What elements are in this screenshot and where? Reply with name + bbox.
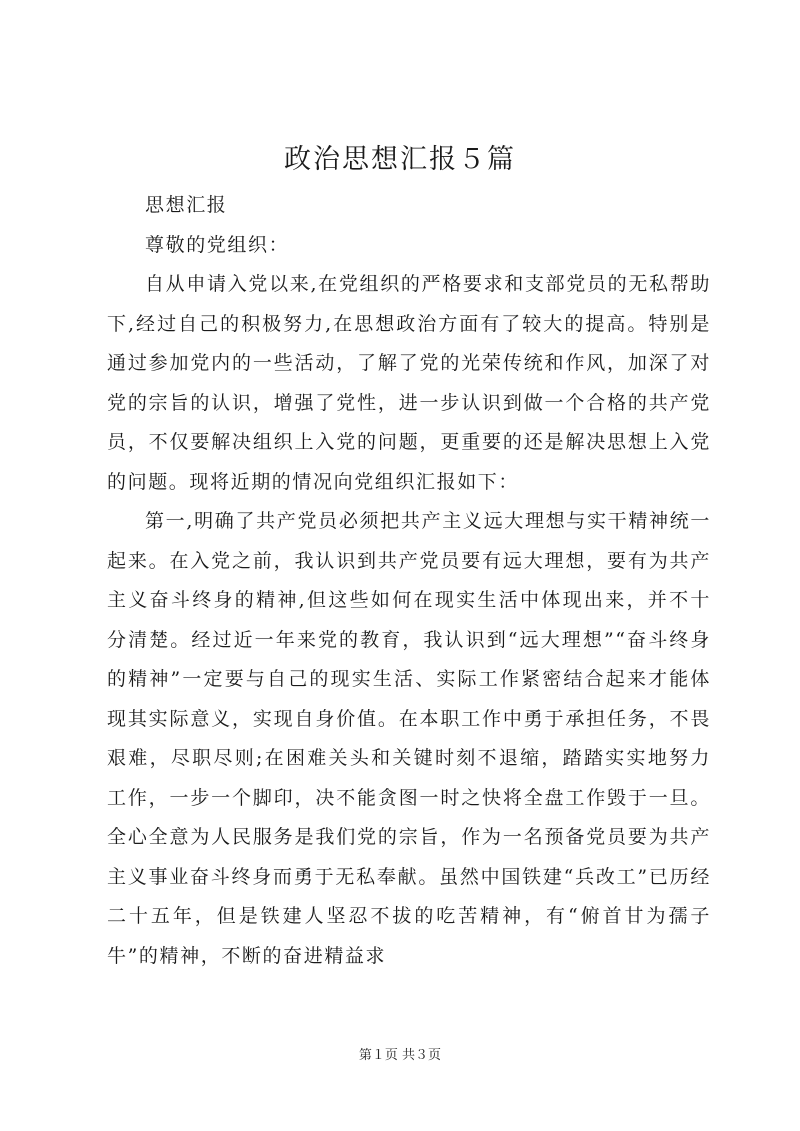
document-body — [107, 186, 711, 976]
page-footer: 第１页 共３页 — [358, 1048, 442, 1063]
document-title: 政治思想汇报５篇 — [284, 144, 516, 175]
paragraph-point-one: 第一,明确了共产党员必须把共产主义远大理想与实干精神统一起来。在入党之前，我认识到共产党员要有远大理想，要有为共产主义奋斗终身的精神,但这些如何在现实生活中体现出来，并不十分清楚。经过近一年来党的教育，我认识到“远大理想”“奋斗终身的精神”一定要与自己的现实生活、实际工作紧密结合起来才能体现其实际意义，实现自身价值。在本职工作中勇于承担任务，不畏艰难，尽职尽则;在困难关头和关键时刻不退缩，踏踏实实地努力工作，一步一个脚印，决不能贪图一时之快将全盘工作毁于一旦。全心全意为人民服务是我们党的宗旨，作为一名预备党员要为共产主义事业奋斗终身而勇于无私奉献。虽然中国铁建“兵改工”已历经二十五年，但是铁建人坚忍不拔的吃苦精神，有“俯首甘为孺子牛”的精神，不断的奋进精益求 — [107, 510, 711, 967]
paragraph-salutation: 尊敬的党组织： — [145, 233, 290, 256]
paragraph-heading: 思想汇报 — [145, 194, 228, 216]
paragraph-intro: 自从申请入党以来,在党组织的严格要求和支部党员的无私帮助下,经过自己的积极努力,在思想政治方面有了较大的提高。特别是通过参加党内的一些活动，了解了党的光荣传统和作风，加深了对党的宗旨的认识，增强了党性，进一步认识到做一个合格的共产党员，不仅要解决组织上入党的问题，更重要的还是解决思想上入党的问题。现将近期的情况向党组织汇报如下： — [107, 273, 711, 493]
